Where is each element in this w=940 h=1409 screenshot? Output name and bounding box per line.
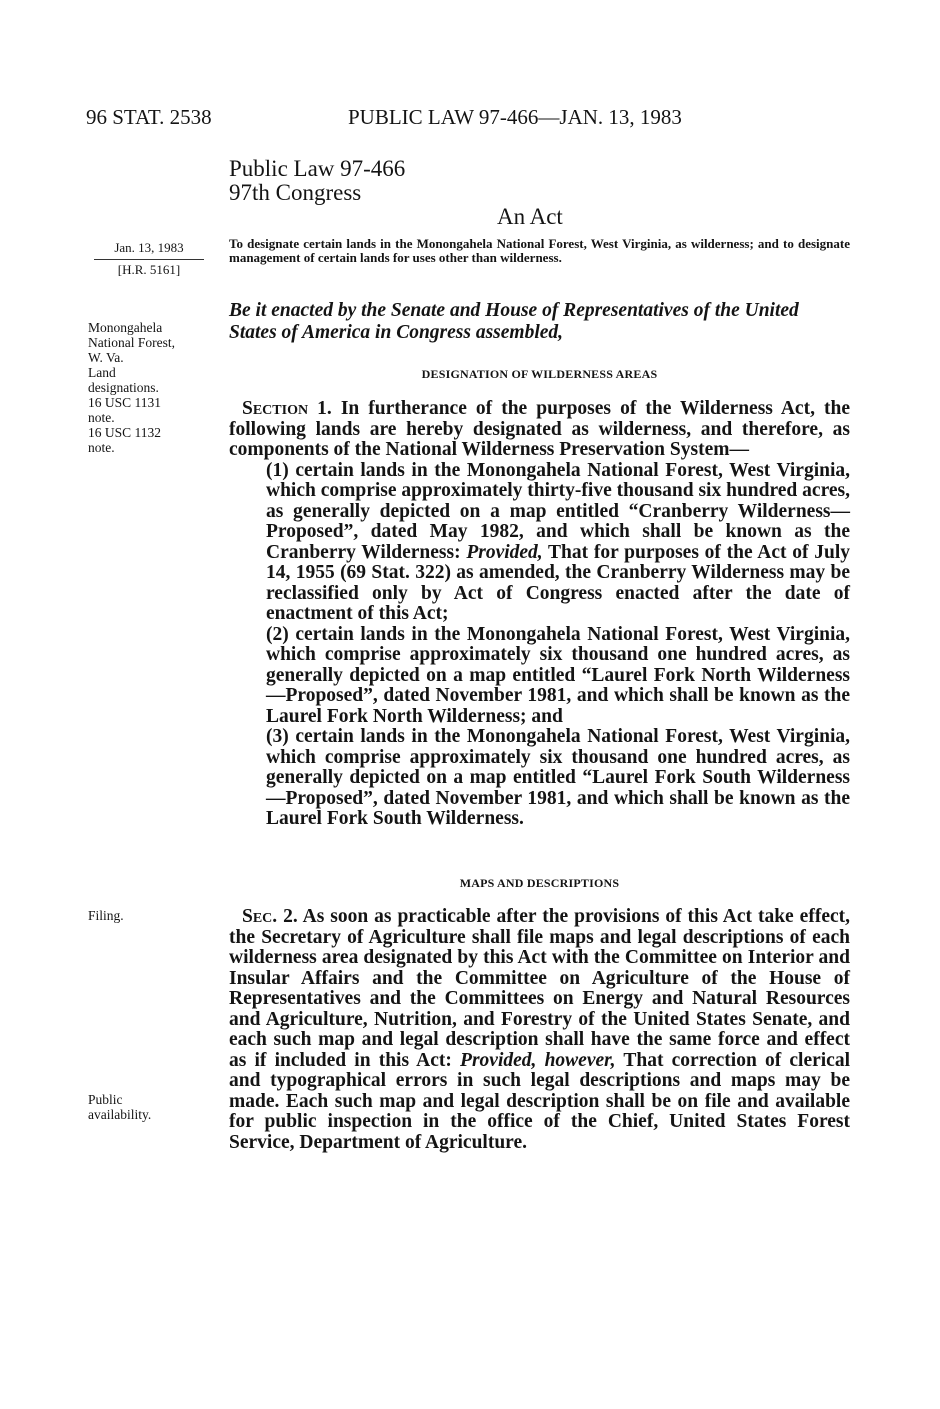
margin-note-line: 16 USC 1131 — [88, 395, 162, 410]
section-2-part-a: 2. As soon as practicable after the provisions of this Act take effect, the Secretary of Agriculture shall file maps and legal descriptions of each wilderness area designated by this Act with the Committee on Interior and Insular Affairs and the Committee on Agriculture of the House of Representatives and the Committees on Energy and Natural Resources and Agriculture, Nutrition, and Forestry of the United States Senate, and each such map and legal description shall have the same force and effect as if included in this Act: — [229, 906, 850, 1071]
running-head-stat: 96 STAT. 2538 — [86, 105, 212, 129]
margin-note-line: availability. — [88, 1107, 152, 1122]
margin-note-line: Land — [88, 365, 116, 380]
proviso: Provided, — [466, 541, 543, 563]
public-law-number: Public Law 97-466 — [229, 156, 406, 181]
margin-note-line: W. Va. — [88, 350, 124, 365]
margin-note-forest — [88, 320, 175, 455]
section-heading-designation: DESIGNATION OF WILDERNESS AREAS — [421, 367, 658, 381]
item-1-text-cont: That for purposes of the Act of July 14, 1955 (69 Stat. 322) as amended, the Cranberry Wilderness may be reclassified only by Act of Congress enacted after the date of enactment of this Act; — [266, 541, 850, 624]
margin-note-line: note. — [88, 410, 115, 425]
item-1-text: (1) certain lands in the Monongahela National Forest, West Virginia, which comprise approximately thirty-five thousand six hundred acres, as generally depicted on a map entitled “Cranberry Wilderness—Proposed”, dated May 1982, and which shall be known as the Cranberry Wilderness: — [266, 459, 850, 563]
margin-date-block — [88, 238, 210, 280]
section-1 — [229, 399, 850, 830]
margin-note-filing: Filing. — [88, 908, 124, 923]
margin-note-line: designations. — [88, 380, 159, 395]
section-label: Section — [242, 398, 309, 419]
margin-note-public — [88, 1092, 151, 1122]
section-1-text: 1. In furtherance of the purposes of the Wilderness Act, the following lands are hereby designated as wilderness, and therefore, as components of the National Wilderness Preservation System— — [229, 398, 850, 460]
act-summary: To designate certain lands in the Monongahela National Forest, West Virginia, as wilderness; and to designate management of certain lands for uses other than wilderness. — [229, 236, 850, 265]
margin-note-line: note. — [88, 440, 115, 455]
section-1-intro — [229, 399, 850, 461]
section-1-item-2: (2) certain lands in the Monongahela National Forest, West Virginia, which comprise approximately six thousand one hundred acres, as generally depicted on a map entitled “Laurel Fork North Wilderness—Proposed”, dated November 1981, and which shall be known as the Laurel Fork North Wilderness; and — [266, 623, 850, 727]
act-title — [229, 157, 405, 205]
section-2-part-b: That correction of clerical and typographical errors in such legal descriptions and maps may be made. Each such map and legal description shall be on file and available for public inspection in the office of the Chief, United States Forest Service, Department of Agriculture. — [229, 1049, 850, 1153]
margin-note-line: National Forest, — [88, 335, 175, 350]
proviso: Provided, however, — [460, 1049, 616, 1071]
section-2 — [229, 907, 850, 1153]
margin-note-line: Monongahela — [88, 320, 163, 335]
enactment-date: Jan. 13, 1983 — [114, 240, 184, 255]
section-1-item-1 — [229, 461, 850, 625]
bill-number: [H.R. 5161] — [117, 262, 181, 277]
an-act-heading: An Act — [497, 204, 563, 229]
section-label: Sec. — [242, 906, 278, 927]
enacting-clause: Be it enacted by the Senate and House of Representatives of the United States of America in Congress assembled, — [229, 300, 799, 343]
running-head-law: PUBLIC LAW 97-466—JAN. 13, 1983 — [348, 105, 682, 129]
section-heading-maps: MAPS AND DESCRIPTIONS — [459, 876, 620, 890]
congress-number: 97th Congress — [229, 180, 362, 205]
margin-note-line: 16 USC 1132 — [88, 425, 162, 440]
section-1-item-3: (3) certain lands in the Monongahela National Forest, West Virginia, which comprise approximately six thousand one hundred acres, as generally depicted on a map entitled “Laurel Fork South Wilderness—Proposed”, dated November 1981, and which shall be known as the Laurel Fork South Wilderness. — [266, 726, 850, 829]
margin-note-line: Public — [88, 1092, 123, 1107]
section-2-text — [229, 907, 850, 1153]
